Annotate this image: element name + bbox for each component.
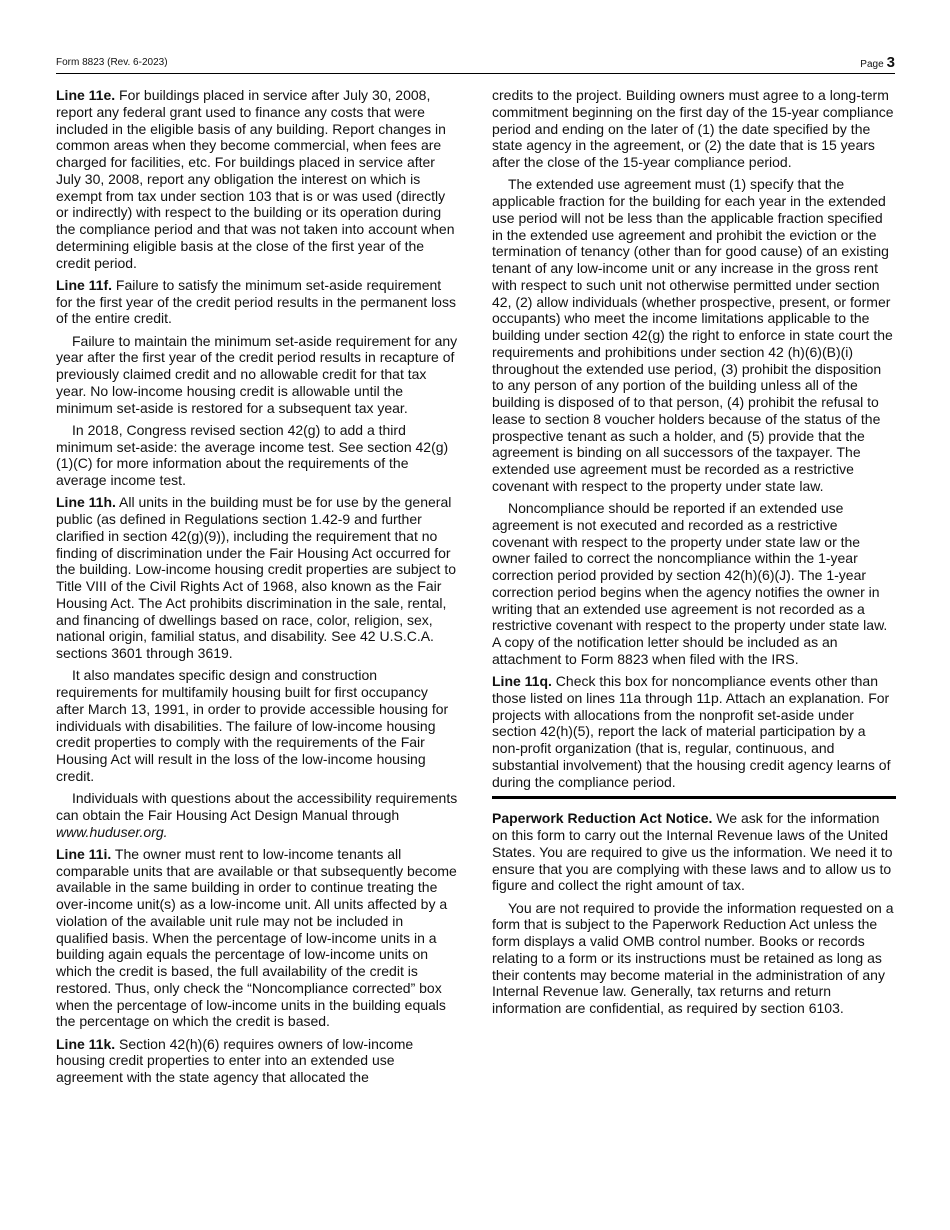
paragraph-text: You are not required to provide the information requested on a form that is subject to the Paperwork Reduction Act unless the form displays a valid OMB control number. Books or records relating to a form or its instructions must be retained as long as their contents may become material in the administration of any Internal Revenue law. Generally, tax returns and return information are confidential, as required by section 6103. bbox=[492, 899, 894, 1016]
paragraph-heading: Paperwork Reduction Act Notice. bbox=[492, 810, 713, 827]
paragraph-text: Failure to satisfy the minimum set-aside requirement for the first year of the credit period results in the permanent loss of the entire credit. bbox=[56, 276, 456, 327]
page-header bbox=[56, 54, 895, 74]
paragraph-line-11e bbox=[56, 87, 458, 271]
paragraph-noncompliance-reporting bbox=[492, 500, 896, 668]
paragraph-text: The extended use agreement must (1) specify that the applicable fraction for the building for each year in the extended use period will not be less than the applicable fraction specified in the extended use agreement and prohibit the eviction or the termination of tenancy (other than for good cause) of an existing tenant of any low-income unit or any increase in the gross rent with respect to such unit not otherwise permitted under section 42, (2) allow individuals (whether prospective, present, or former occupants) who meet the income limitations applicable to the building under section 42(g) the right to enforce in state court the requirements and prohibitions under section 42 (h)(6)(B)(i) throughout the extended use period, (3) prohibit the disposition to any person of any portion of the building unless all of the building is disposed of to that person, (4) prohibit the refusal to lease to section 8 voucher holders because of the status of the prospective tenant as such a holder, and (5) provide that the agreement is binding on all successors of the taxpayer. The extended use agreement must be recorded as a restrictive covenant with respect to the property under state law. bbox=[492, 176, 893, 494]
paragraph-heading: Line 11k. bbox=[56, 1035, 116, 1052]
paragraph-line-11k-continued bbox=[492, 87, 896, 171]
paragraph-text: The owner must rent to low-income tenants all comparable units that are available or that subsequently become available in the same building in order to continue treating the over-income unit(s) as a low-income unit. All units affected by a violation of the available unit rule may not be included in qualified basis. When the percentage of low-income units in a building again equals the percentage of low-income units on which the credit is based, the full availability of the credit is restored. Thus, only check the “Noncompliance corrected” box when the percentage of low-income units in the building equals the percentage on which the credit is based. bbox=[56, 845, 457, 1030]
paragraph-text: Individuals with questions about the accessibility requirements can obtain the Fair Housing Act Design Manual through bbox=[56, 790, 458, 823]
left-column bbox=[56, 87, 458, 1091]
paragraph-average-income-test bbox=[56, 422, 458, 489]
paragraph-heading: Line 11h. bbox=[56, 494, 116, 511]
header-rule bbox=[56, 73, 895, 74]
paragraph-line-11h bbox=[56, 494, 458, 662]
paragraph-text: Section 42(h)(6) requires owners of low-income housing credit properties to enter into an extended use agreement with the state agency that allocated the bbox=[56, 1035, 414, 1085]
page-label: Page bbox=[860, 59, 884, 70]
page-number: 3 bbox=[886, 54, 895, 71]
paragraph-text: In 2018, Congress revised section 42(g) to add a third minimum set-aside: the average income test. See section 42(g)(1)(C) for more information about the requirements of the average income test. bbox=[56, 421, 449, 488]
paragraph-text: All units in the building must be for use by the general public (as defined in Regulations section 1.42-9 and further clarified in section 42(g)(9)), including the requirement that no finding of discrimination under the Fair Housing Act occurred for the building. Low-income housing credit properties are subject to Title VIII of the Civil Rights Act of 1968, also known as the Fair Housing Act. The Act prohibits discrimination in the sale, rental, and financing of dwellings based on race, color, religion, sex, national origin, familial status, and disability. See 42 U.S.C.A. sections 3601 through 3619. bbox=[56, 494, 457, 661]
paragraph-heading: Line 11q. bbox=[492, 673, 552, 689]
huduser-link[interactable]: www.huduser.org. bbox=[56, 823, 168, 840]
section-divider bbox=[492, 796, 896, 799]
paragraph-paperwork-reduction-notice bbox=[492, 810, 896, 894]
form-id: Form 8823 (Rev. 6-2023) bbox=[56, 57, 168, 68]
right-column bbox=[492, 87, 896, 1022]
paragraph-heading: Line 11e. bbox=[56, 87, 116, 103]
paragraph-design-requirements bbox=[56, 667, 458, 784]
paragraph-heading: Line 11f. bbox=[56, 276, 113, 293]
paragraph-text: Noncompliance should be reported if an extended use agreement is not executed and recorded as a restrictive covenant with respect to the property under state law or the owner failed to correct the noncompliance within the 1-year correction period provided by section 42(h)(6)(J). The 1-year correction period begins when the agency notifies the owner in writing that an extended use agreement is not recorded as a restrictive covenant with respect to the property under state law. A copy of the notification letter should be included as an attachment to Form 8823 when filed with the IRS. bbox=[492, 500, 888, 667]
paragraph-omb-confidentiality bbox=[492, 900, 896, 1017]
paragraph-design-manual bbox=[56, 790, 458, 840]
paragraph-set-aside-maintain bbox=[56, 333, 458, 417]
paragraph-extended-use-agreement bbox=[492, 176, 896, 494]
paragraph-heading: Line 11i. bbox=[56, 845, 112, 862]
paragraph-text: credits to the project. Building owners must agree to a long-term commitment beginning on the first day of the 15-year compliance period and ending on the later of (1) the date specified by the state agency in the agreement, or (2) the date that is 15 years after the close of the 15-year compliance period. bbox=[492, 87, 894, 170]
paragraph-line-11k bbox=[56, 1036, 458, 1086]
paragraph-line-11q bbox=[492, 673, 896, 790]
paragraph-line-11i bbox=[56, 846, 458, 1030]
paragraph-text: It also mandates specific design and construction requirements for multifamily housing built for first occupancy after March 13, 1991, in order to provide accessible housing for individuals with disabilities. The failure of low-income housing credit properties to comply with the requirements of the Fair Housing Act will result in the loss of the low-income housing credit. bbox=[56, 667, 449, 784]
paragraph-text: Check this box for noncompliance events other than those listed on lines 11a through 11p. Attach an explanation. For projects with allocations from the nonprofit set-aside under section 42(h)(5), report the lack of material participation by a non-profit organization (that is, regular, continuous, and substantial involvement) that the housing credit agency learns of during the compliance period. bbox=[492, 673, 891, 790]
paragraph-line-11f bbox=[56, 277, 458, 327]
paragraph-text: For buildings placed in service after July 30, 2008, report any federal grant used to finance any costs that were included in the eligible basis of any building. Report changes in common areas when they become commercial, when fees are charged for facilities, etc. For buildings placed in service after July 30, 2008, report any obligation the interest on which is exempt from tax under section 103 that is or was used (directly or indirectly) with respect to the building or its operation during the compliance period and that was not taken into account when determining eligible basis at the close of the first year of the credit period. bbox=[56, 87, 455, 271]
paragraph-text: We ask for the information on this form to carry out the Internal Revenue laws of the United States. You are required to give us the information. We need it to ensure that you are complying with these laws and to allow us to figure and collect the right amount of tax. bbox=[492, 810, 893, 894]
page-number-block bbox=[860, 54, 895, 71]
paragraph-text: Failure to maintain the minimum set-aside requirement for any year after the first year of the credit period results in recapture of previously claimed credit and no allowable credit for that tax year. No low-income housing credit is allowable until the minimum set-aside is restored for a subsequent tax year. bbox=[56, 332, 458, 416]
